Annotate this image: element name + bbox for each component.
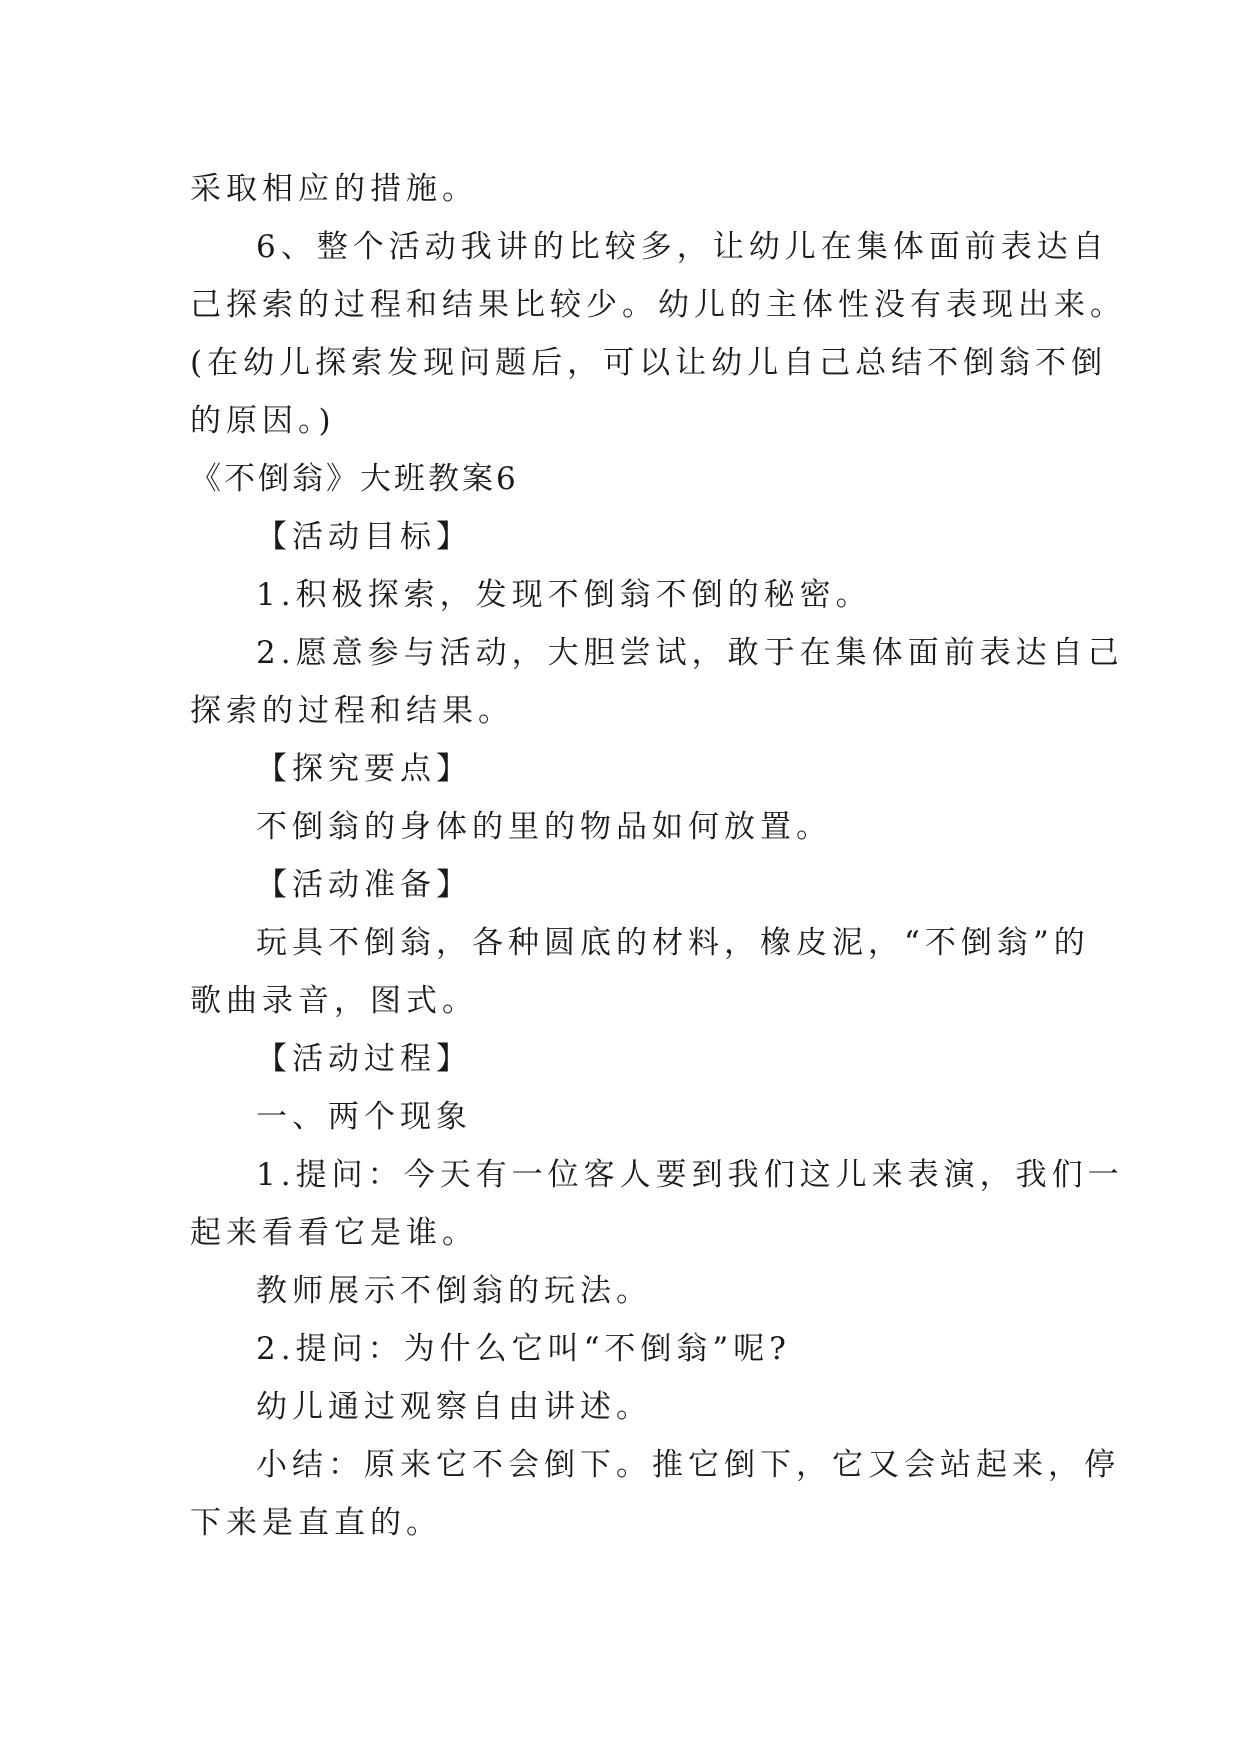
body-text-line: (在幼儿探索发现问题后，可以让幼儿自己总结不倒翁不倒 [190,345,1108,381]
section-heading: 【活动目标】 [256,519,472,555]
body-text-line: 下来是直直的。 [190,1505,442,1541]
body-text-line: 的原因。) [190,403,336,439]
body-text-line: 1.积极探索，发现不倒翁不倒的秘密。 [256,577,872,613]
document-body [190,160,1126,1552]
body-text-line: 2.提问：为什么它叫“不倒翁”呢? [256,1331,791,1367]
body-text-line: 幼儿通过观察自由讲述。 [256,1389,652,1425]
body-text-line: 歌曲录音，图式。 [190,983,478,1019]
body-text-line: 己探索的过程和结果比较少。幼儿的主体性没有表现出来。 [190,287,1126,323]
body-text-line: 玩具不倒翁，各种圆底的材料，橡皮泥，“不倒翁”的 [256,925,1090,961]
body-text-line: 不倒翁的身体的里的物品如何放置。 [256,809,832,845]
body-text-line: 一、两个现象 [256,1099,472,1135]
section-title: 《不倒翁》大班教案6 [190,461,519,497]
section-heading: 【活动过程】 [256,1041,472,1077]
body-text-line: 小结：原来它不会倒下。推它倒下，它又会站起来，停 [256,1447,1120,1483]
section-heading: 【活动准备】 [256,867,472,903]
body-text-line: 探索的过程和结果。 [190,693,514,729]
body-text-line: 2.愿意参与活动，大胆尝试，敢于在集体面前表达自己 [256,635,1124,671]
body-text-line: 起来看看它是谁。 [190,1215,478,1251]
body-text-line: 采取相应的措施。 [190,171,478,207]
section-heading: 【探究要点】 [256,751,472,787]
body-text-line: 教师展示不倒翁的玩法。 [256,1273,652,1309]
body-text-line: 6、整个活动我讲的比较多，让幼儿在集体面前表达自 [256,229,1109,265]
body-text-line: 1.提问：今天有一位客人要到我们这儿来表演，我们一 [256,1157,1124,1193]
